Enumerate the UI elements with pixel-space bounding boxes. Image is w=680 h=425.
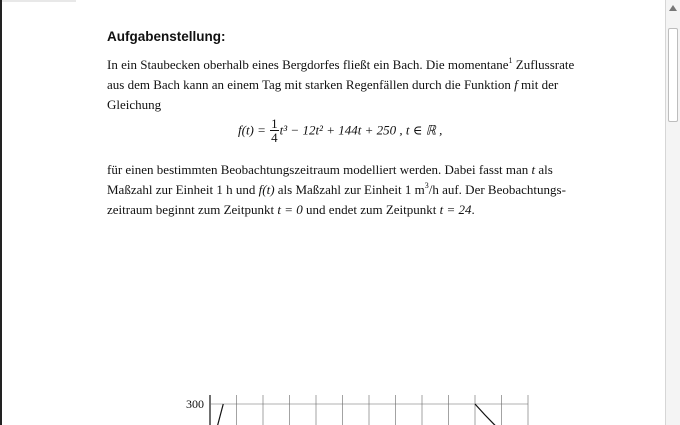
body-text-5: und endet zum Zeitpunkt <box>302 202 440 217</box>
equation-rhs: t³ − 12t² + 144t + 250 , t ∈ ℝ , <box>279 122 443 138</box>
body-text-6: . <box>471 202 475 217</box>
scroll-up-icon[interactable] <box>669 5 677 11</box>
equation-fraction <box>270 117 279 144</box>
unit-exponent: 3 <box>424 181 429 190</box>
body-text-3: als Maßzahl zur Einheit 1 m <box>274 182 425 197</box>
equation-lhs: f(t) = <box>238 122 266 138</box>
function-equation <box>238 118 442 145</box>
intro-text-3: mit der Gleichung <box>107 77 559 112</box>
ft-expression: f(t) <box>258 182 275 197</box>
fraction-numerator: 1 <box>271 116 278 131</box>
inflow-chart <box>180 393 550 425</box>
page-left-border <box>0 0 2 425</box>
intro-paragraph <box>107 55 577 115</box>
fraction-denominator: 4 <box>271 130 278 145</box>
task-heading: Aufgabenstellung: <box>107 29 226 44</box>
vertical-scrollbar[interactable] <box>665 0 680 425</box>
chart-y-ticks <box>186 397 204 411</box>
footnote-mark[interactable]: 1 <box>508 56 513 65</box>
start-time: t = 0 <box>277 202 303 217</box>
y-tick-label: 300 <box>186 397 204 411</box>
intro-text-1: In ein Staubecken oberhalb eines Bergdorfes fließt ein Bach. Die momentane <box>107 57 509 72</box>
intro-text-2: Zuflussrate aus dem Bach kann an einem Tag mit starken Regenfällen durch die Funktion <box>107 57 575 92</box>
body-text-4: /h auf. Der Beobachtungszeitraum beginnt zum Zeitpunkt <box>107 182 566 217</box>
body-paragraph <box>107 160 577 220</box>
end-time: t = 24 <box>439 202 472 217</box>
variable-t: t <box>531 162 536 177</box>
scroll-thumb[interactable] <box>668 28 678 122</box>
function-name: f <box>514 77 518 92</box>
body-text-1: für einen bestimmten Beobachtungszeitraum modelliert werden. Dabei fasst man <box>107 162 532 177</box>
series-line-left <box>210 404 223 425</box>
browser-tab-strip <box>0 0 76 2</box>
body-text-2: als Maßzahl zur Einheit 1 h und <box>107 162 553 197</box>
